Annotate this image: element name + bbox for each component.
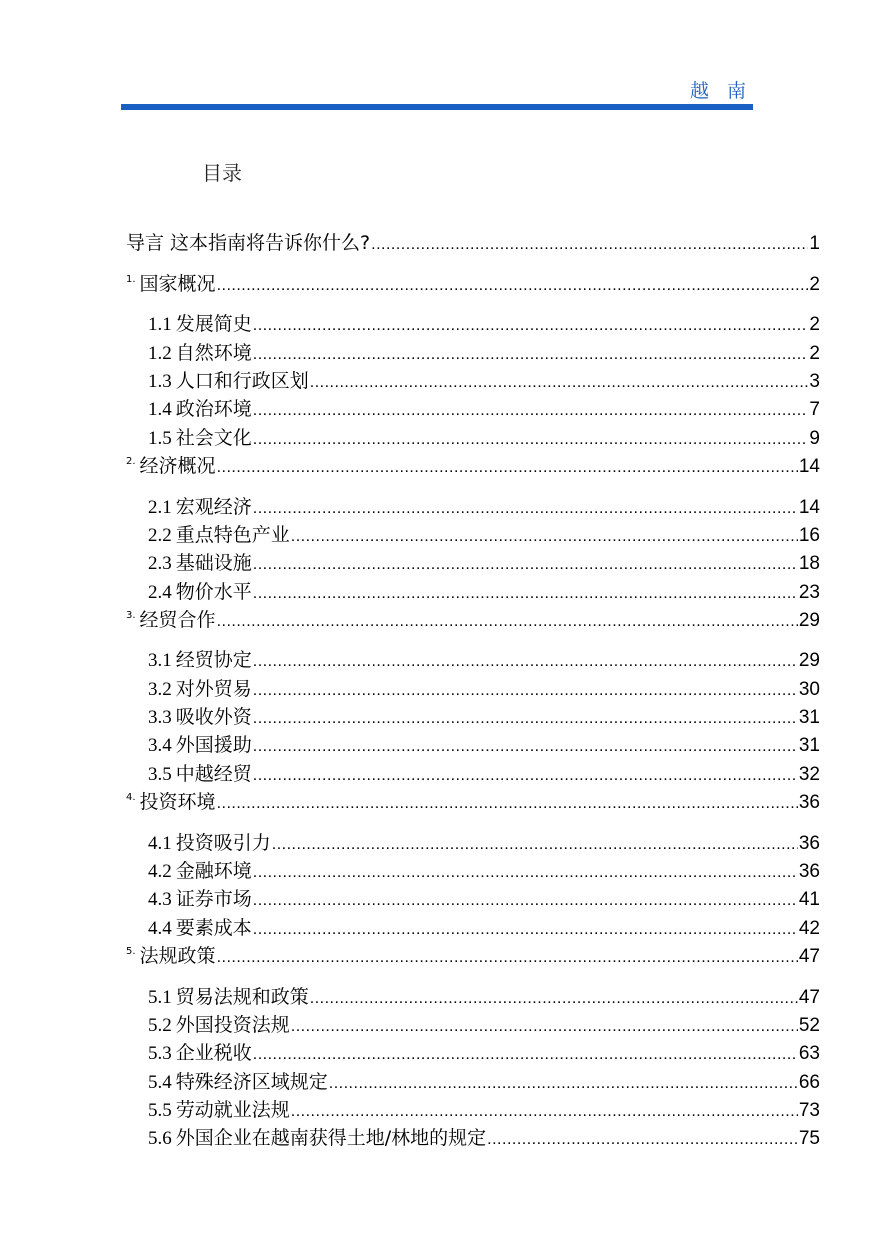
leader-dots <box>487 1127 798 1153</box>
toc-entry-page: 2 <box>809 314 820 335</box>
toc-section-1-2[interactable] <box>148 340 820 366</box>
leader-dots <box>253 734 798 760</box>
toc-entry-page: 9 <box>809 428 820 449</box>
toc-entry-title: 投资环境 <box>139 791 216 813</box>
toc-section-1-3[interactable] <box>148 368 820 394</box>
toc-entry-page: 41 <box>798 889 820 910</box>
toc-entry-page: 31 <box>798 707 820 728</box>
leader-dots <box>253 496 798 522</box>
leader-dots <box>217 945 798 971</box>
toc-entry-page: 29 <box>798 610 820 631</box>
toc-entry-page: 36 <box>798 792 820 813</box>
toc-entry-page: 42 <box>798 918 820 939</box>
toc-entry-page: 16 <box>798 525 820 546</box>
toc-section-3-5[interactable] <box>148 761 820 787</box>
toc-entry-title: 重点特色产业 <box>175 524 290 546</box>
toc-entry-page: 47 <box>798 987 820 1008</box>
toc-entry-page: 31 <box>798 735 820 756</box>
leader-dots <box>217 455 798 481</box>
toc-entry-title: 国家概况 <box>139 273 216 295</box>
toc-entry-title: 物价水平 <box>175 581 252 603</box>
toc-entry-title: 企业税收 <box>175 1042 252 1064</box>
leader-dots <box>253 678 798 704</box>
toc-entry-page: 30 <box>798 679 820 700</box>
toc-entry-title: 金融环境 <box>175 860 252 882</box>
toc-entry-intro[interactable] <box>126 230 820 256</box>
section-number: 5.6 <box>148 1128 172 1149</box>
toc-section-2-4[interactable] <box>148 579 820 605</box>
section-number: 2.2 <box>148 525 172 546</box>
toc-entry-page: 7 <box>809 399 820 420</box>
section-number: 5.4 <box>148 1072 172 1093</box>
toc-entry-title: 基础设施 <box>175 552 252 574</box>
toc-entry-title: 宏观经济 <box>175 496 252 518</box>
toc-entry-page: 29 <box>798 650 820 671</box>
toc-section-5-2[interactable] <box>148 1012 820 1038</box>
leader-dots <box>253 342 809 368</box>
toc-entry-title: 外国企业在越南获得土地/林地的规定 <box>175 1127 487 1149</box>
toc-section-3-2[interactable] <box>148 676 820 702</box>
leader-dots <box>253 581 798 607</box>
toc-entry-page: 1 <box>809 233 820 254</box>
toc-section-1-4[interactable] <box>148 396 820 422</box>
toc-entry-page: 36 <box>798 833 820 854</box>
toc-section-5-5[interactable] <box>148 1097 820 1123</box>
toc-section-4-3[interactable] <box>148 886 820 912</box>
chapter-number: 1. <box>126 274 136 285</box>
toc-entry-title: 吸收外资 <box>175 706 252 728</box>
toc-section-4-1[interactable] <box>148 830 820 856</box>
toc-entry-title: 外国援助 <box>175 734 252 756</box>
toc-entry-title: 法规政策 <box>139 945 216 967</box>
toc-entry-title: 人口和行政区划 <box>175 370 309 392</box>
leader-dots <box>253 860 798 886</box>
toc-entry-title: 劳动就业法规 <box>175 1099 290 1121</box>
section-number: 5.2 <box>148 1015 172 1036</box>
toc-section-5-4[interactable] <box>148 1069 820 1095</box>
section-number: 1.5 <box>148 428 172 449</box>
leader-dots <box>291 1099 798 1125</box>
toc-entry-title: 社会文化 <box>175 427 252 449</box>
toc-entry-page: 36 <box>798 861 820 882</box>
leader-dots <box>217 273 809 299</box>
leader-dots <box>253 552 798 578</box>
leader-dots <box>310 986 798 1012</box>
toc-section-1-1[interactable] <box>148 311 820 337</box>
toc-entry-title: 证券市场 <box>175 888 252 910</box>
toc-section-3-1[interactable] <box>148 647 820 673</box>
leader-dots <box>253 888 798 914</box>
toc-section-2-1[interactable] <box>148 494 820 520</box>
toc-entry-page: 18 <box>798 553 820 574</box>
section-number: 3.4 <box>148 735 172 756</box>
section-number: 2.3 <box>148 553 172 574</box>
section-number: 3.5 <box>148 764 172 785</box>
toc-entry-page: 73 <box>798 1100 820 1121</box>
toc-section-5-1[interactable] <box>148 984 820 1010</box>
section-number: 5.1 <box>148 987 172 1008</box>
leader-dots <box>253 1042 798 1068</box>
toc-entry-page: 2 <box>809 274 820 295</box>
toc-entry-page: 52 <box>798 1015 820 1036</box>
toc-entry-title: 对外贸易 <box>175 678 252 700</box>
leader-dots <box>253 427 809 453</box>
section-number: 5.3 <box>148 1043 172 1064</box>
toc-section-3-3[interactable] <box>148 704 820 730</box>
leader-dots <box>253 398 809 424</box>
toc-section-2-3[interactable] <box>148 550 820 576</box>
leader-dots <box>217 609 798 635</box>
toc-chapter-3[interactable] <box>126 607 820 633</box>
chapter-number: 3. <box>126 610 136 621</box>
toc-section-5-6[interactable] <box>148 1125 820 1151</box>
toc-chapter-1[interactable] <box>126 271 820 297</box>
toc-entry-title: 发展简史 <box>175 313 252 335</box>
section-number: 1.4 <box>148 399 172 420</box>
toc-entry-title: 外国投资法规 <box>175 1014 290 1036</box>
section-number: 4.4 <box>148 918 172 939</box>
toc-entry-title: 经济概况 <box>139 455 216 477</box>
section-number: 4.1 <box>148 833 172 854</box>
toc-entry-page: 23 <box>798 582 820 603</box>
toc-entry-title: 投资吸引力 <box>175 832 271 854</box>
toc-entry-title: 自然环境 <box>175 342 252 364</box>
leader-dots <box>371 232 808 258</box>
toc-entry-title: 经贸合作 <box>139 609 216 631</box>
toc-entry-title: 特殊经济区域规定 <box>175 1071 328 1093</box>
section-number: 2.1 <box>148 497 172 518</box>
toc-title: 目录 <box>202 161 242 185</box>
leader-dots <box>329 1071 798 1097</box>
section-number: 3.2 <box>148 679 172 700</box>
toc-section-4-4[interactable] <box>148 915 820 941</box>
toc-entry-page: 2 <box>809 343 820 364</box>
leader-dots <box>253 763 798 789</box>
leader-dots <box>253 313 809 339</box>
leader-dots <box>310 370 809 396</box>
toc-section-1-5[interactable] <box>148 425 820 451</box>
toc-section-5-3[interactable] <box>148 1040 820 1066</box>
toc-entry-title: 经贸协定 <box>175 649 252 671</box>
leader-dots <box>291 1014 798 1040</box>
chapter-number: 2. <box>126 456 136 467</box>
section-number: 1.2 <box>148 343 172 364</box>
toc-entry-title: 贸易法规和政策 <box>175 986 309 1008</box>
section-number: 1.3 <box>148 371 172 392</box>
toc-entry-title: 政治环境 <box>175 398 252 420</box>
section-number: 5.5 <box>148 1100 172 1121</box>
toc-chapter-2[interactable] <box>126 453 820 479</box>
section-number: 4.2 <box>148 861 172 882</box>
leader-dots <box>253 706 798 732</box>
leader-dots <box>291 524 798 550</box>
toc-entry-page: 47 <box>798 946 820 967</box>
toc-entry-title: 要素成本 <box>175 917 252 939</box>
section-number: 4.3 <box>148 889 172 910</box>
section-number: 2.4 <box>148 582 172 603</box>
leader-dots <box>253 649 798 675</box>
toc-chapter-5[interactable] <box>126 943 820 969</box>
toc-section-2-2[interactable] <box>148 522 820 548</box>
leader-dots <box>217 791 798 817</box>
toc-chapter-4[interactable] <box>126 789 820 815</box>
leader-dots <box>272 832 798 858</box>
header-rule <box>121 104 753 110</box>
toc-entry-page: 14 <box>798 456 820 477</box>
toc-entry-page: 63 <box>798 1043 820 1064</box>
section-number: 3.3 <box>148 707 172 728</box>
header-title: 越 南 <box>689 80 752 102</box>
toc-entry-page: 32 <box>798 764 820 785</box>
toc-entry-page: 3 <box>809 371 820 392</box>
chapter-number: 4. <box>126 792 136 803</box>
section-number: 3.1 <box>148 650 172 671</box>
toc-entry-page: 14 <box>798 497 820 518</box>
leader-dots <box>253 917 798 943</box>
toc-section-3-4[interactable] <box>148 732 820 758</box>
toc-entry-title: 中越经贸 <box>175 763 252 785</box>
toc-entry-page: 75 <box>798 1128 820 1149</box>
section-number: 1.1 <box>148 314 172 335</box>
toc-section-4-2[interactable] <box>148 858 820 884</box>
chapter-number: 5. <box>126 946 136 957</box>
toc-entry-title: 导言 这本指南将告诉你什么? <box>126 232 371 254</box>
toc-entry-page: 66 <box>798 1072 820 1093</box>
